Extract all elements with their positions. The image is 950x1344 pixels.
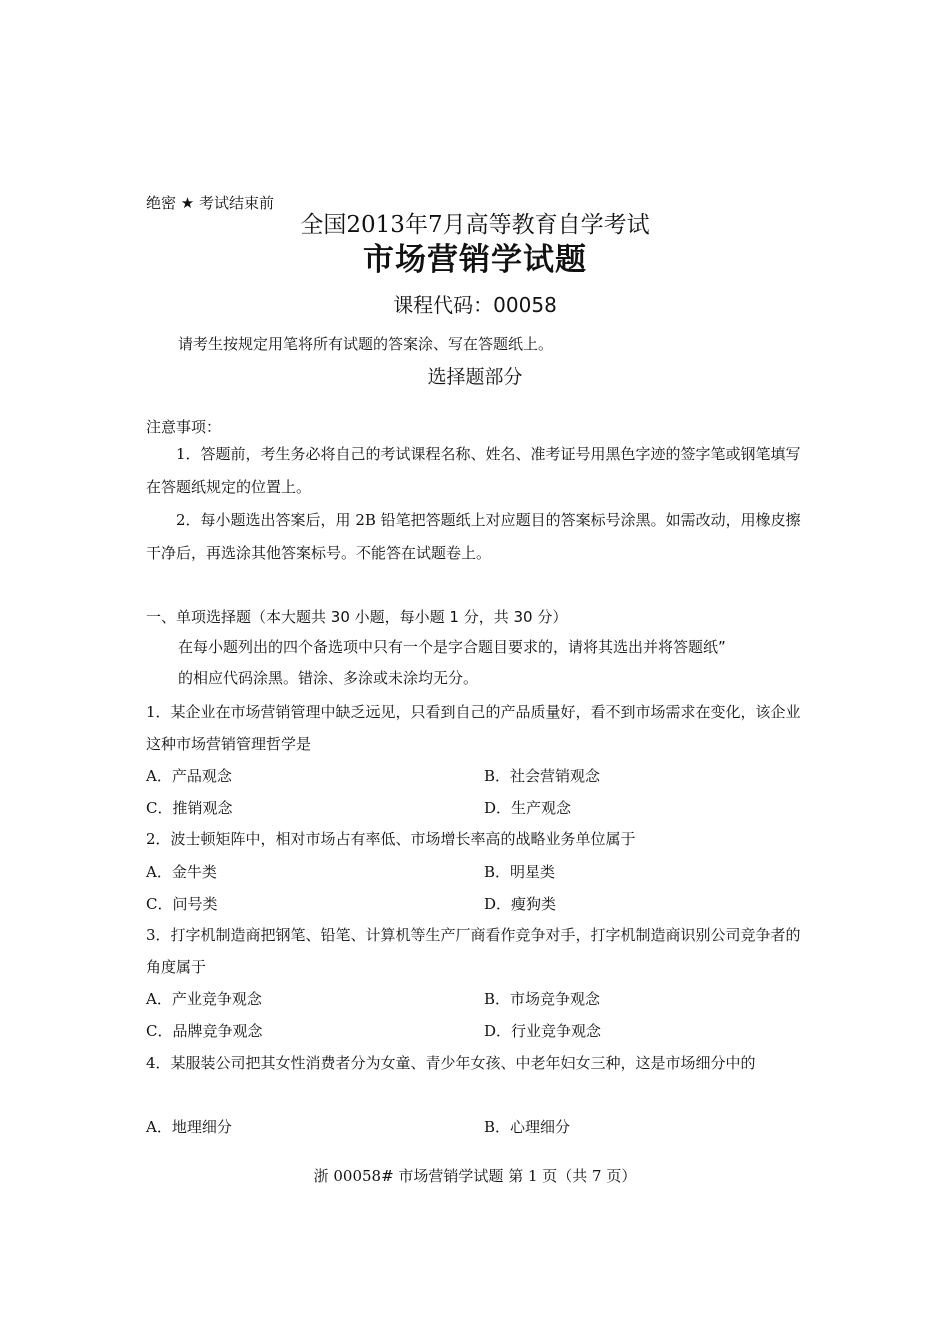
question-3-stem: 3．打字机制造商把钢笔、铅笔、计算机等生产厂商看作竞争对手，打字机制造商识别公司竞争者的角度属于 [146, 926, 801, 976]
confidential-mark: 绝密 ★ 考试结束前 [146, 194, 274, 212]
question-1-option-d: D．生产观念 [484, 799, 572, 817]
answer-instruction: 请考生按规定用笔将所有试题的答案涂、写在答题纸上。 [178, 335, 554, 353]
question-3-option-b: B．市场竞争观念 [484, 990, 601, 1008]
question-1-option-c: C．推销观念 [146, 799, 233, 817]
question-2-option-d: D．瘦狗类 [484, 895, 557, 913]
page-footer: 浙 00058# 市场营销学试题 第 1 页（共 7 页） [313, 1167, 637, 1185]
question-2-option-b: B．明星类 [484, 863, 556, 881]
note-item-2: 2．每小题选出答案后，用 2B 铅笔把答题纸上对应题目的答案标号涂黑。如需改动，用橡皮擦干净后，再选涂其他答案标号。不能答在试题卷上。 [146, 511, 801, 562]
course-code: 课程代码：00058 [393, 293, 557, 317]
question-4-stem: 4．某服装公司把其女性消费者分为女童、青少年女孩、中老年妇女三种，这是市场细分中的 [146, 1054, 756, 1072]
question-2-stem: 2．波士顿矩阵中，相对市场占有率低、市场增长率高的战略业务单位属于 [146, 830, 636, 848]
note-item-1: 1．答题前，考生务必将自己的考试课程名称、姓名、准考证号用黑色字迹的签字笔或钢笔填写在答题纸规定的位置上。 [146, 445, 801, 496]
part-description-line-2: 的相应代码涂黑。错涂、多涂或未涂均无分。 [178, 669, 479, 687]
question-1-option-a: A．产品观念 [146, 767, 232, 785]
question-1-option-b: B．社会营销观念 [484, 767, 601, 785]
section-title: 选择题部分 [427, 366, 523, 388]
question-2-option-a: A．金牛类 [146, 863, 217, 881]
question-4-option-b: B．心理细分 [484, 1118, 571, 1136]
question-2-option-c: C．问号类 [146, 895, 218, 913]
part-heading: 一、单项选择题（本大题共 30 小题，每小题 1 分，共 30 分） [146, 608, 568, 626]
subject-title: 市场营销学试题 [363, 242, 587, 278]
question-1-stem: 1．某企业在市场营销管理中缺乏远见，只看到自己的产品质量好，看不到市场需求在变化，该企业这种市场营销管理哲学是 [146, 703, 801, 753]
notes-title: 注意事项： [146, 418, 222, 436]
question-3-option-d: D．行业竞争观念 [484, 1022, 602, 1040]
exam-title: 全国2013年7月高等教育自学考试 [300, 212, 650, 238]
question-3-option-a: A．产业竞争观念 [146, 990, 262, 1008]
question-4-option-a: A．地理细分 [146, 1118, 232, 1136]
question-3-option-c: C．品牌竞争观念 [146, 1022, 263, 1040]
part-description-line-1: 在每小题列出的四个备选项中只有一个是字合题目要求的，请将其选出并将答题纸” [178, 638, 726, 656]
